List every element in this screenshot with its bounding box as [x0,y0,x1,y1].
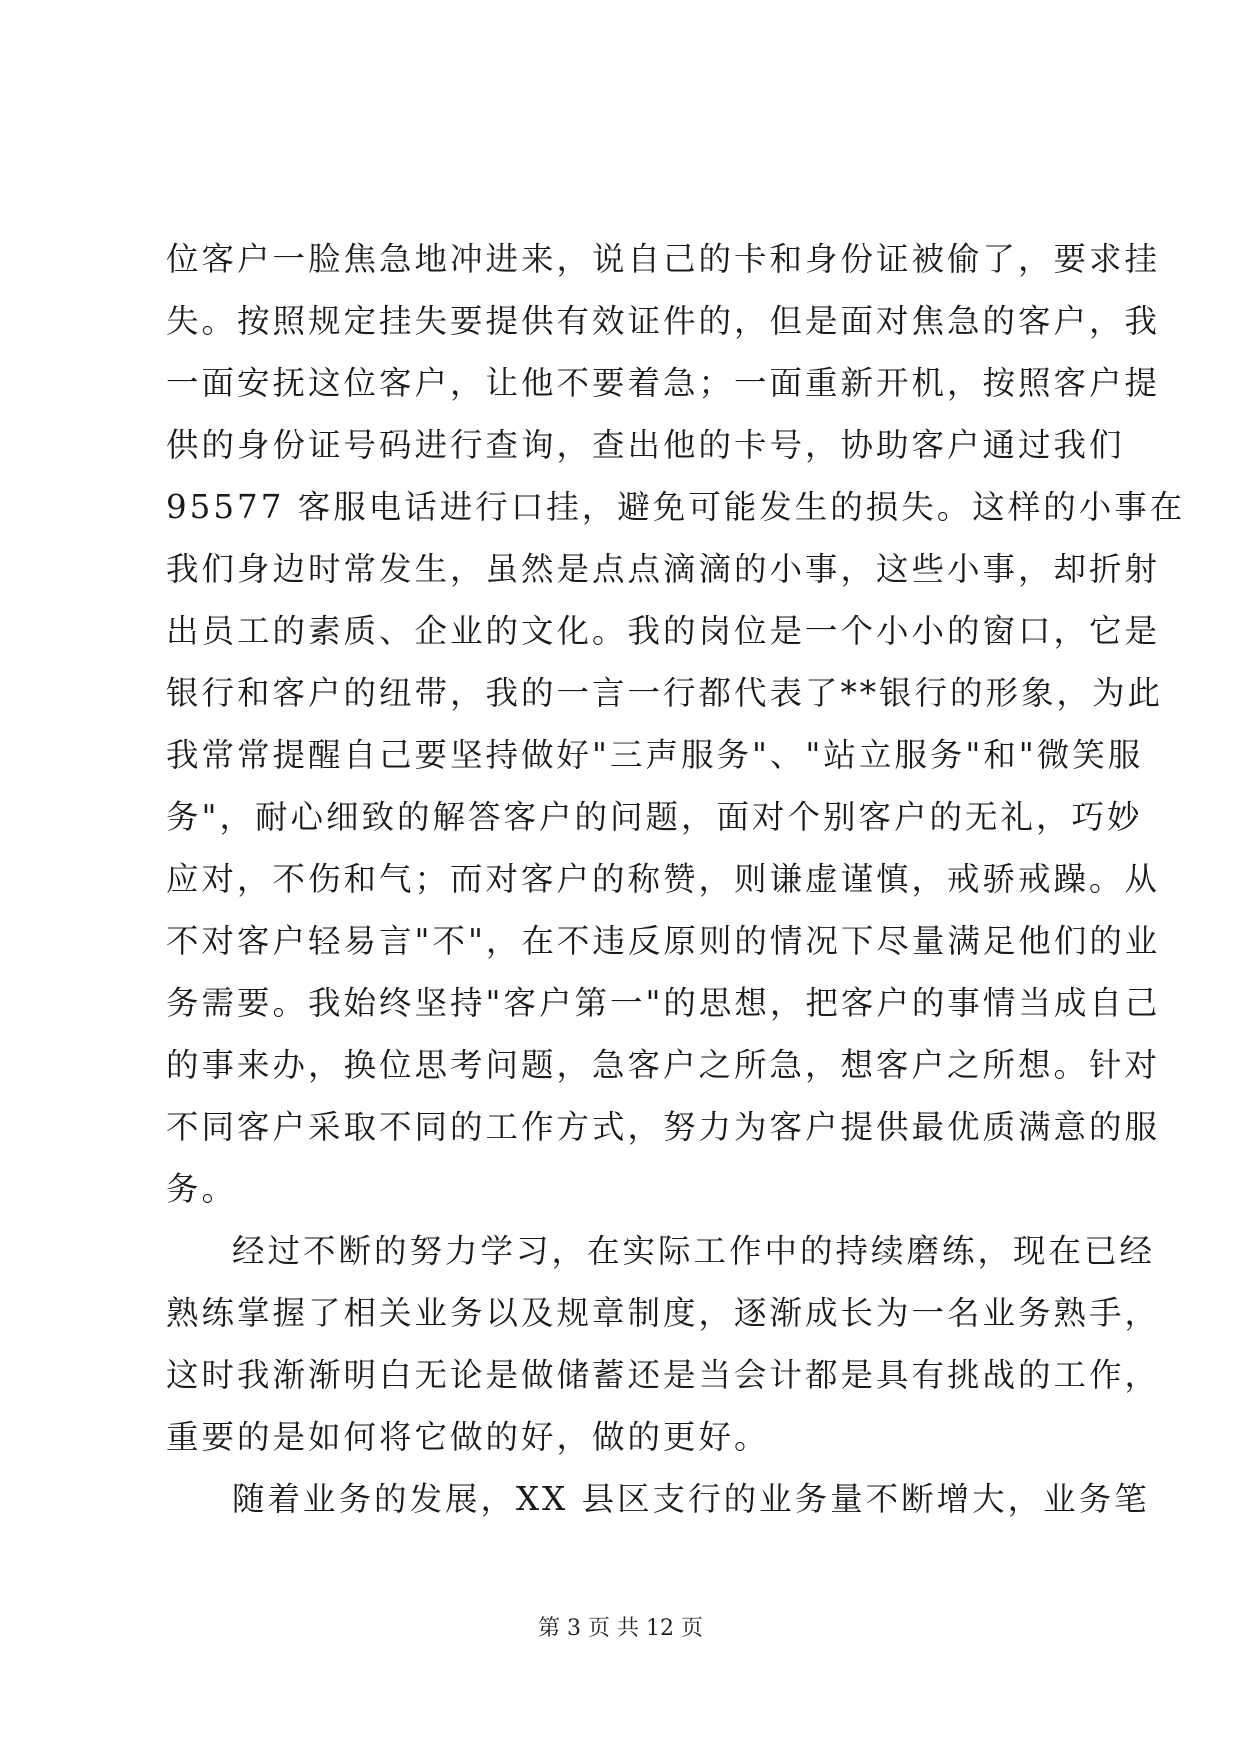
text-line: 95577 客服电话进行口挂，避免可能发生的损失。这样的小事在 [166,488,1186,526]
page-footer [0,1614,1241,1644]
text-line: 重要的是如何将它做的好，做的更好。 [166,1418,770,1456]
text-line: 位客户一脸焦急地冲进来，说自己的卡和身份证被偷了，要求挂 [166,240,1161,278]
text-line: 应对，不伤和气；而对客户的称赞，则谦虚谨慎，戒骄戒躁。从 [166,860,1161,898]
body-text [166,228,1186,1530]
text-line: 供的身份证号码进行查询，查出他的卡号，协助客户通过我们 [166,426,1125,464]
text-line: 务。 [166,1170,238,1208]
text-line: 不对客户轻易言"不"，在不违反原则的情况下尽量满足他们的业 [166,922,1161,960]
text-line: 的事来办，换位思考问题，急客户之所急，想客户之所想。针对 [166,1046,1161,1084]
text-line: 熟练掌握了相关业务以及规章制度，逐渐成长为一名业务熟手， [166,1294,1161,1332]
text-line: 这时我渐渐明白无论是做储蓄还是当会计都是具有挑战的工作， [166,1356,1161,1394]
text-line: 银行和客户的纽带，我的一言一行都代表了**银行的形象，为此 [166,674,1164,712]
text-line: 经过不断的努力学习，在实际工作中的持续磨练，现在已经 [232,1232,1156,1270]
text-line: 出员工的素质、企业的文化。我的岗位是一个小小的窗口，它是 [166,612,1161,650]
text-line: 随着业务的发展，XX 县区支行的业务量不断增大，业务笔 [232,1480,1150,1518]
page-number-label: 第 3 页 共 12 页 [538,1616,703,1641]
text-line: 一面安抚这位客户，让他不要着急；一面重新开机，按照客户提 [166,364,1161,402]
text-line: 我们身边时常发生，虽然是点点滴滴的小事，这些小事，却折射 [166,550,1161,588]
text-line: 失。按照规定挂失要提供有效证件的，但是面对焦急的客户，我 [166,302,1161,340]
text-line: 不同客户采取不同的工作方式，努力为客户提供最优质满意的服 [166,1108,1161,1146]
text-line: 我常常提醒自己要坚持做好"三声服务"、"站立服务"和"微笑服 [166,736,1144,774]
text-line: 务"，耐心细致的解答客户的问题，面对个别客户的无礼，巧妙 [166,798,1143,836]
text-line: 务需要。我始终坚持"客户第一"的思想，把客户的事情当成自己 [166,984,1161,1022]
